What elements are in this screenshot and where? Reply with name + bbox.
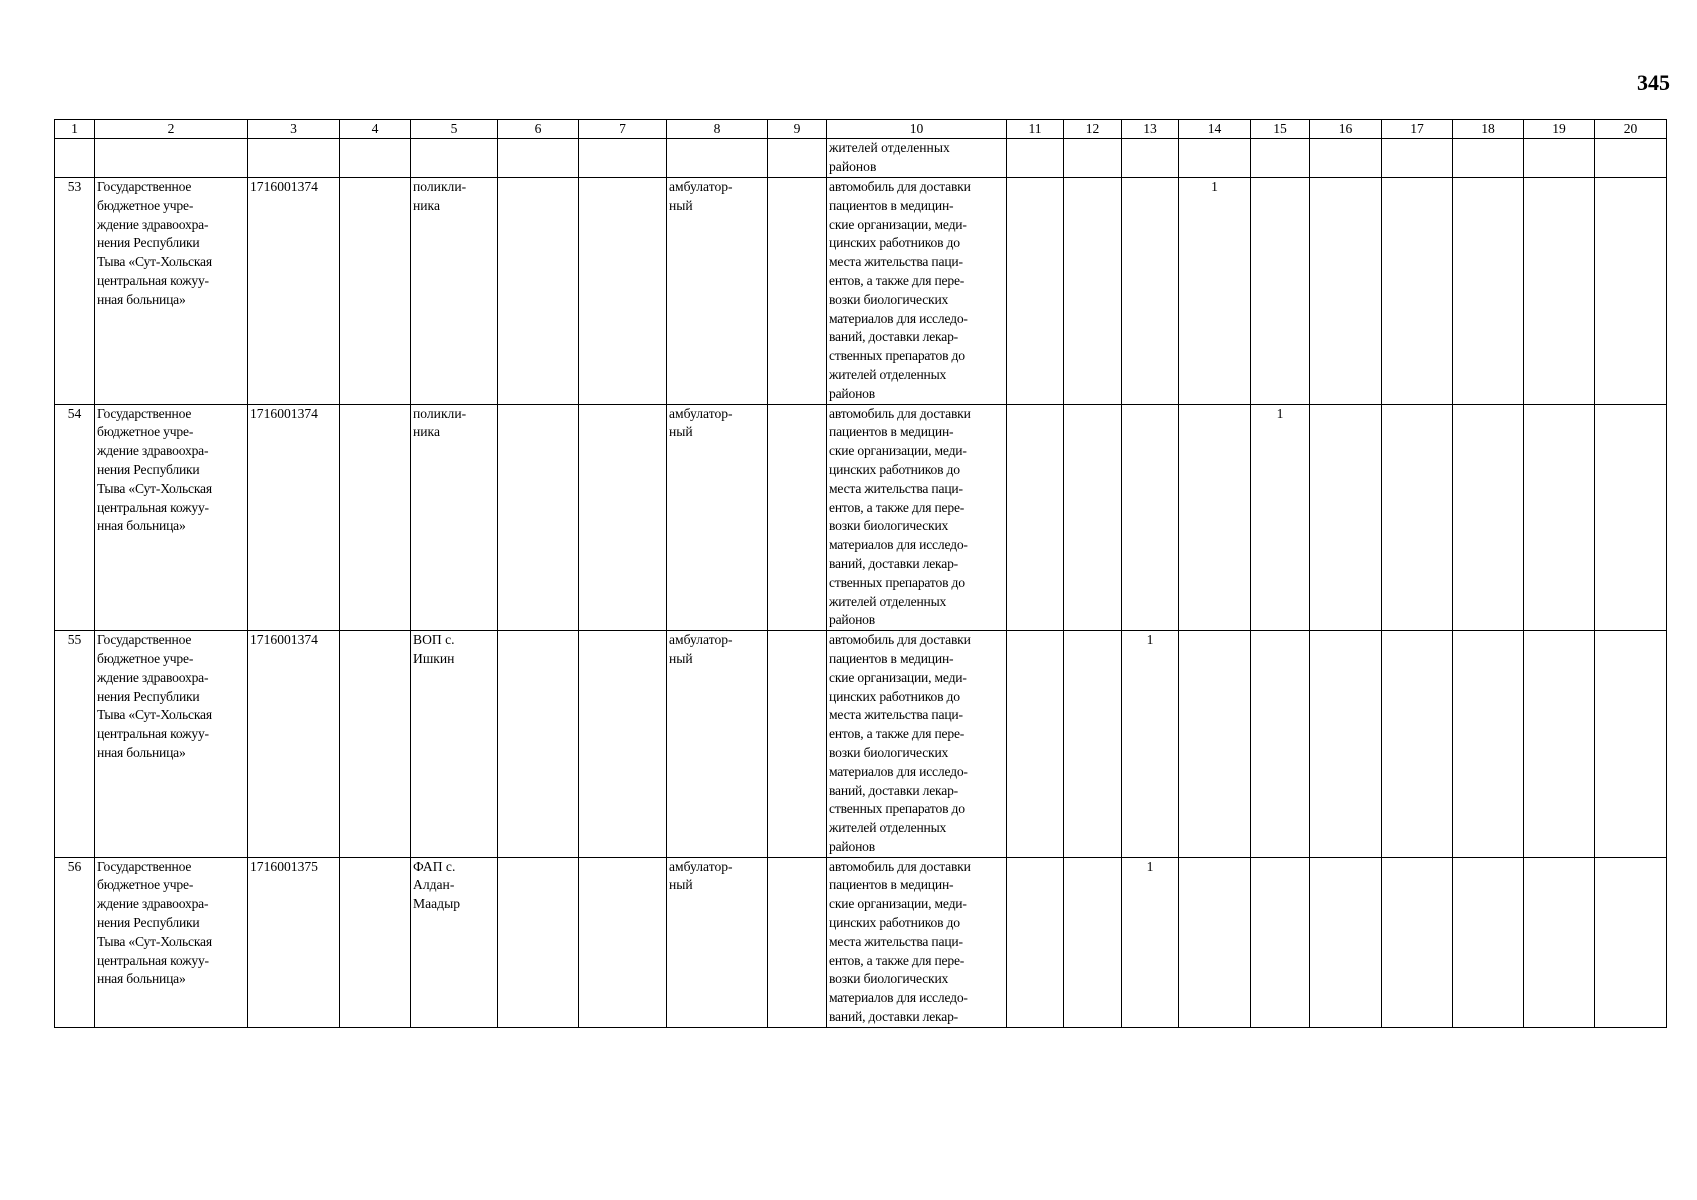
cell-line: нения Республики <box>97 688 200 704</box>
cell-col-9 <box>768 139 827 178</box>
cell-line: Тыва «Сут-Хольская <box>97 480 212 496</box>
column-number-15: 15 <box>1251 120 1310 139</box>
cell-line: ваний, доставки лекар- <box>829 782 958 798</box>
cell-col-16 <box>1310 139 1382 178</box>
cell-col-16 <box>1310 631 1382 858</box>
count-col-13-cell: 1 <box>1122 857 1179 1027</box>
cell-line: районов <box>829 158 877 174</box>
cell-line: пациентов в медицин- <box>829 424 954 440</box>
count-col-14-cell <box>1179 857 1251 1027</box>
column-number-1: 1 <box>55 120 95 139</box>
cell-col-6 <box>498 631 579 858</box>
cell-line: автомобиль для доставки <box>829 405 971 421</box>
cell-line: центральная кожуу- <box>97 952 209 968</box>
cell-col-18 <box>1453 404 1524 631</box>
cell-line: ские организации, меди- <box>829 669 967 685</box>
count-col-15-cell: 1 <box>1251 404 1310 631</box>
column-number-13: 13 <box>1122 120 1179 139</box>
cell-line: ждение здравоохра- <box>97 443 209 459</box>
cell-line: центральная кожуу- <box>97 726 209 742</box>
row-number-cell: 56 <box>55 857 95 1027</box>
cell-line: бюджетное учре- <box>97 424 194 440</box>
row-number-cell: 54 <box>55 404 95 631</box>
column-number-20: 20 <box>1595 120 1667 139</box>
count-col-15-cell <box>1251 178 1310 405</box>
inn-cell: 1716001375 <box>248 857 340 1027</box>
cell-line: автомобиль для доставки <box>829 632 971 648</box>
cell-line: возки биологических <box>829 291 949 307</box>
cell-line: нения Республики <box>97 915 200 931</box>
table-row <box>55 857 1667 1027</box>
cell-line: нная больница» <box>97 971 186 987</box>
row-number-cell: 53 <box>55 178 95 405</box>
cell-line: цинских работников до <box>829 915 960 931</box>
organization-cell <box>95 178 248 405</box>
cell-col-18 <box>1453 139 1524 178</box>
cell-line: ваний, доставки лекар- <box>829 555 958 571</box>
cell-line: места жительства паци- <box>829 480 963 496</box>
vehicle-table <box>54 119 1667 1028</box>
count-col-13-cell <box>1122 404 1179 631</box>
cell-line: материалов для исследо- <box>829 537 968 553</box>
cell-line: материалов для исследо- <box>829 990 968 1006</box>
cell-line: Государственное <box>97 405 192 421</box>
cell-line: амбулатор- <box>669 858 733 874</box>
column-number-5: 5 <box>411 120 498 139</box>
cell-col-16 <box>1310 857 1382 1027</box>
count-col-13-cell <box>1122 178 1179 405</box>
column-number-11: 11 <box>1007 120 1064 139</box>
cell-col-4 <box>340 404 411 631</box>
organization-cell <box>95 857 248 1027</box>
column-number-9: 9 <box>768 120 827 139</box>
column-number-10: 10 <box>827 120 1007 139</box>
organization-cell <box>95 404 248 631</box>
cell-col-19 <box>1524 631 1595 858</box>
care-type-cell <box>667 404 768 631</box>
cell-line: материалов для исследо- <box>829 763 968 779</box>
continuation-row <box>55 139 1667 178</box>
cell-line: Тыва «Сут-Хольская <box>97 254 212 270</box>
subdivision-cell <box>411 631 498 858</box>
subdivision-cell <box>411 857 498 1027</box>
cell-col-7 <box>579 857 667 1027</box>
cell-col-17 <box>1382 139 1453 178</box>
cell-col-16 <box>1310 178 1382 405</box>
cell-line: Алдан- <box>413 877 455 893</box>
cell-line: Государственное <box>97 179 192 194</box>
cell-col-17 <box>1382 178 1453 405</box>
cell-col-4 <box>340 857 411 1027</box>
cell-line: бюджетное учре- <box>97 650 194 666</box>
cell-col-12 <box>1064 857 1122 1027</box>
cell-col-17 <box>1382 857 1453 1027</box>
row-number-cell: 55 <box>55 631 95 858</box>
column-number-18: 18 <box>1453 120 1524 139</box>
care-type-cell <box>667 178 768 405</box>
cell-line: амбулатор- <box>669 179 733 194</box>
cell-line: нная больница» <box>97 744 186 760</box>
cell-line: ственных препаратов до <box>829 348 965 364</box>
cell-col-6 <box>498 857 579 1027</box>
cell-col-9 <box>768 631 827 858</box>
cell-col-19 <box>1524 404 1595 631</box>
cell-col-10 <box>827 139 1007 178</box>
cell-col-12 <box>1064 178 1122 405</box>
cell-line: автомобиль для доставки <box>829 858 971 874</box>
cell-col-15 <box>1251 139 1310 178</box>
cell-line: возки биологических <box>829 744 949 760</box>
cell-line: возки биологических <box>829 971 949 987</box>
cell-line: нная больница» <box>97 291 186 307</box>
cell-col-17 <box>1382 631 1453 858</box>
cell-line: жителей отделенных <box>829 366 947 382</box>
cell-col-4 <box>340 631 411 858</box>
column-number-row <box>55 120 1667 139</box>
cell-line: ный <box>669 424 693 440</box>
cell-line: районов <box>829 385 875 401</box>
care-type-cell <box>667 631 768 858</box>
cell-line: ждение здравоохра- <box>97 896 209 912</box>
cell-col-17 <box>1382 404 1453 631</box>
cell-line: ские организации, меди- <box>829 896 967 912</box>
column-number-8: 8 <box>667 120 768 139</box>
cell-col-18 <box>1453 857 1524 1027</box>
purpose-cell <box>827 404 1007 631</box>
cell-line: ваний, доставки лекар- <box>829 329 958 345</box>
cell-col-7 <box>579 404 667 631</box>
cell-line: центральная кожуу- <box>97 272 209 288</box>
subdivision-cell <box>411 404 498 631</box>
cell-line: Ишкин <box>413 650 455 666</box>
count-col-14-cell <box>1179 404 1251 631</box>
cell-line: ника <box>413 424 440 440</box>
cell-line: места жительства паци- <box>829 707 963 723</box>
count-col-15-cell <box>1251 857 1310 1027</box>
cell-line: автомобиль для доставки <box>829 179 971 194</box>
cell-col-11 <box>1007 631 1064 858</box>
cell-col-19 <box>1524 178 1595 405</box>
cell-line: возки биологических <box>829 518 949 534</box>
cell-line: пациентов в медицин- <box>829 650 954 666</box>
cell-col-7 <box>579 139 667 178</box>
cell-col-12 <box>1064 404 1122 631</box>
cell-line: бюджетное учре- <box>97 877 194 893</box>
table-row <box>55 178 1667 405</box>
cell-line: Тыва «Сут-Хольская <box>97 707 212 723</box>
cell-line: Тыва «Сут-Хольская <box>97 933 212 949</box>
page-number: 345 <box>1637 70 1670 95</box>
cell-line: амбулатор- <box>669 405 733 421</box>
cell-line: нения Республики <box>97 235 200 251</box>
cell-line: пациентов в медицин- <box>829 197 954 213</box>
cell-col-11 <box>1007 404 1064 631</box>
cell-line: ские организации, меди- <box>829 216 967 232</box>
cell-col-12 <box>1064 631 1122 858</box>
cell-col-11 <box>1007 857 1064 1027</box>
cell-line: пациентов в медицин- <box>829 877 954 893</box>
cell-col-20 <box>1595 139 1667 178</box>
count-col-14-cell <box>1179 631 1251 858</box>
cell-line: места жительства паци- <box>829 933 963 949</box>
column-number-6: 6 <box>498 120 579 139</box>
cell-line: районов <box>829 838 875 854</box>
cell-line: нения Республики <box>97 461 200 477</box>
column-number-7: 7 <box>579 120 667 139</box>
cell-col-18 <box>1453 178 1524 405</box>
cell-line: ника <box>413 197 440 213</box>
count-col-14-cell: 1 <box>1179 178 1251 405</box>
cell-col-11 <box>1007 178 1064 405</box>
cell-col-4 <box>340 139 411 178</box>
cell-line: места жительства паци- <box>829 254 963 270</box>
cell-line: нная больница» <box>97 518 186 534</box>
cell-col-5 <box>411 139 498 178</box>
cell-col-20 <box>1595 631 1667 858</box>
cell-line: цинских работников до <box>829 688 960 704</box>
cell-col-9 <box>768 404 827 631</box>
column-number-2: 2 <box>95 120 248 139</box>
purpose-cell <box>827 178 1007 405</box>
count-col-13-cell: 1 <box>1122 631 1179 858</box>
cell-line: ный <box>669 650 693 666</box>
cell-line: бюджетное учре- <box>97 197 194 213</box>
cell-col-9 <box>768 178 827 405</box>
cell-col-6 <box>498 178 579 405</box>
inn-cell: 1716001374 <box>248 404 340 631</box>
cell-line: ственных препаратов до <box>829 801 965 817</box>
cell-line: поликли- <box>413 405 467 421</box>
subdivision-cell <box>411 178 498 405</box>
column-number-4: 4 <box>340 120 411 139</box>
cell-col-20 <box>1595 404 1667 631</box>
cell-line: ждение здравоохра- <box>97 216 209 232</box>
cell-col-7 <box>579 631 667 858</box>
cell-line: ентов, а также для пере- <box>829 499 965 515</box>
cell-col-4 <box>340 178 411 405</box>
cell-line: Государственное <box>97 858 192 874</box>
cell-col-3 <box>248 139 340 178</box>
cell-line: ентов, а также для пере- <box>829 726 965 742</box>
column-number-16: 16 <box>1310 120 1382 139</box>
cell-line: цинских работников до <box>829 235 960 251</box>
cell-line: материалов для исследо- <box>829 310 968 326</box>
cell-col-6 <box>498 139 579 178</box>
column-number-19: 19 <box>1524 120 1595 139</box>
cell-col-16 <box>1310 404 1382 631</box>
cell-col-14 <box>1179 139 1251 178</box>
cell-col-12 <box>1064 139 1122 178</box>
cell-col-1 <box>55 139 95 178</box>
cell-line: ентов, а также для пере- <box>829 272 965 288</box>
cell-line: амбулатор- <box>669 632 733 648</box>
count-col-15-cell <box>1251 631 1310 858</box>
cell-line: ваний, доставки лекар- <box>829 1009 958 1025</box>
column-number-12: 12 <box>1064 120 1122 139</box>
cell-col-19 <box>1524 857 1595 1027</box>
cell-line: ный <box>669 197 693 213</box>
cell-col-18 <box>1453 631 1524 858</box>
column-number-14: 14 <box>1179 120 1251 139</box>
cell-col-9 <box>768 857 827 1027</box>
cell-line: жителей отделенных <box>829 140 950 155</box>
table-body <box>55 120 1667 1028</box>
cell-line: ские организации, меди- <box>829 443 967 459</box>
cell-line: ный <box>669 877 693 893</box>
purpose-cell <box>827 857 1007 1027</box>
cell-col-13 <box>1122 139 1179 178</box>
cell-col-19 <box>1524 139 1595 178</box>
cell-line: ждение здравоохра- <box>97 669 209 685</box>
cell-col-6 <box>498 404 579 631</box>
column-number-17: 17 <box>1382 120 1453 139</box>
cell-col-7 <box>579 178 667 405</box>
inn-cell: 1716001374 <box>248 631 340 858</box>
cell-line: ственных препаратов до <box>829 574 965 590</box>
table-row <box>55 631 1667 858</box>
cell-col-2 <box>95 139 248 178</box>
cell-line: жителей отделенных <box>829 820 947 836</box>
column-number-3: 3 <box>248 120 340 139</box>
cell-col-20 <box>1595 857 1667 1027</box>
cell-line: районов <box>829 612 875 628</box>
cell-line: ФАП с. <box>413 858 456 874</box>
cell-col-11 <box>1007 139 1064 178</box>
cell-col-20 <box>1595 178 1667 405</box>
cell-line: ентов, а также для пере- <box>829 952 965 968</box>
care-type-cell <box>667 857 768 1027</box>
cell-col-8 <box>667 139 768 178</box>
cell-line: Маадыр <box>413 896 461 912</box>
organization-cell <box>95 631 248 858</box>
cell-line: поликли- <box>413 179 467 194</box>
inn-cell: 1716001374 <box>248 178 340 405</box>
table-row <box>55 404 1667 631</box>
cell-line: Государственное <box>97 632 192 648</box>
cell-line: цинских работников до <box>829 461 960 477</box>
cell-line: центральная кожуу- <box>97 499 209 515</box>
purpose-cell <box>827 631 1007 858</box>
cell-line: ВОП с. <box>413 632 455 648</box>
cell-line: жителей отделенных <box>829 593 947 609</box>
